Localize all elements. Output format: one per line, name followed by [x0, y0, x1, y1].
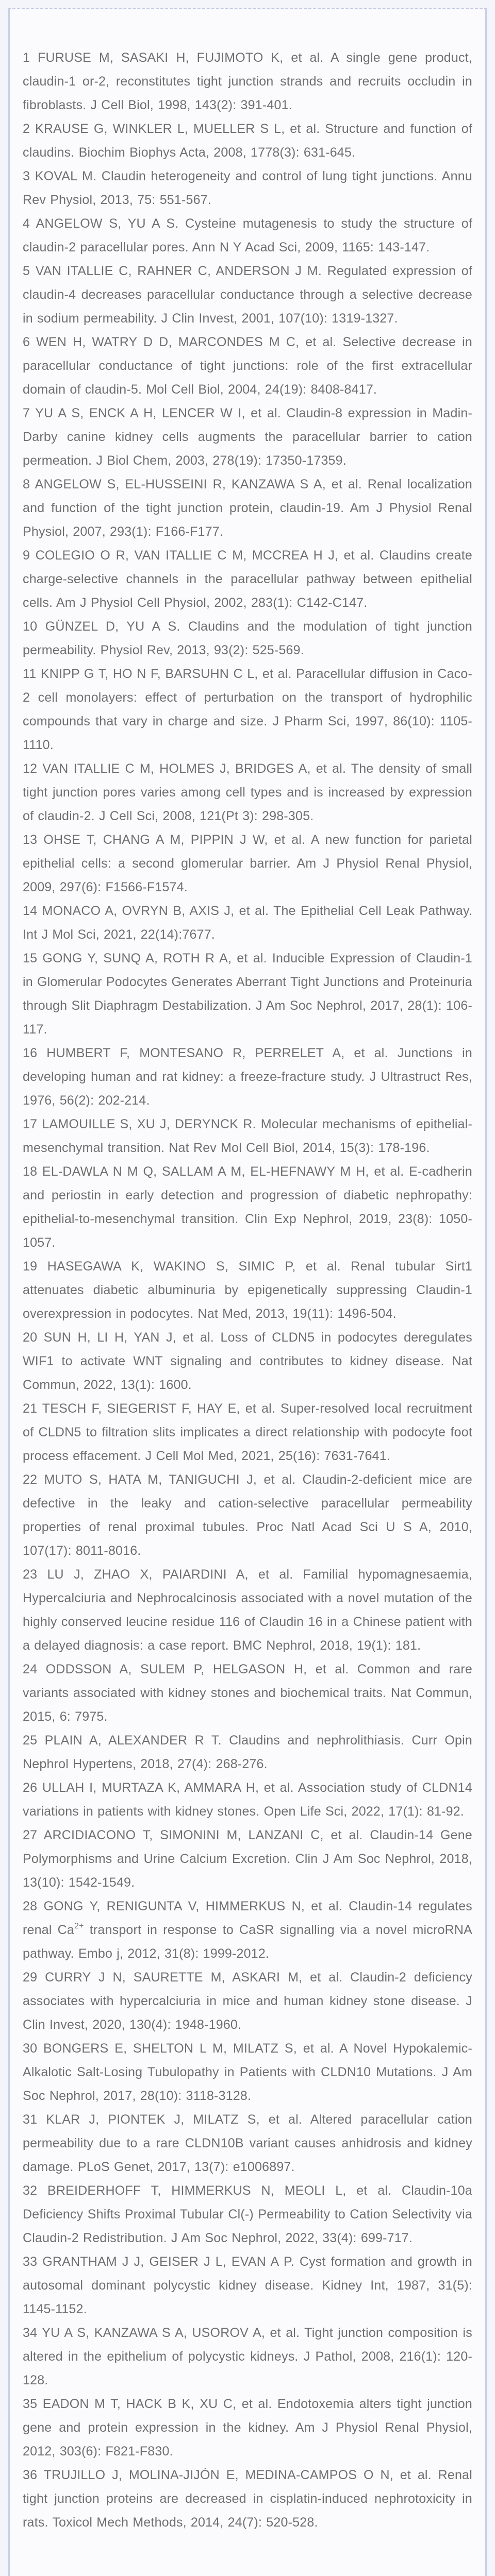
reference-item: [23, 259, 472, 330]
reference-item: [23, 164, 472, 212]
reference-text: 23 LU J, ZHAO X, PAIARDINI A, et al. Familial hypomagnesaemia, Hypercalciuria and Nephrocalcinosis associated with a novel mutation of the highly conserved leucine residue 116 of Claudin 16 in a Chinese patient with a delayed diagnosis: a case report. BMC Nephrol, 2018, 19(1): 181.: [23, 1567, 472, 1653]
reference-text: 12 VAN ITALLIE C M, HOLMES J, BRIDGES A, et al. The density of small tight junction pores varies among cell types and is increased by expression of claudin-2. J Cell Sci, 2008, 121(Pt 3): 298-305.: [23, 761, 472, 823]
reference-item: [23, 1894, 472, 1965]
reference-text: 7 YU A S, ENCK A H, LENCER W I, et al. Claudin-8 expression in Madin-Darby canine kidney cells augments the paracellular barrier to cation permeation. J Biol Chem, 2003, 278(19): 17350-17359.: [23, 406, 472, 468]
reference-item: [23, 117, 472, 164]
reference-item: [23, 662, 472, 757]
reference-text: 4 ANGELOW S, YU A S. Cysteine mutagenesis to study the structure of claudin-2 paracellular pores. Ann N Y Acad Sci, 2009, 1165: 143-147.: [23, 216, 472, 255]
reference-item: [23, 1563, 472, 1657]
reference-text: 15 GONG Y, SUNQ A, ROTH R A, et al. Inducible Expression of Claudin-1 in Glomerular Podocytes Generates Aberrant Tight Junctions and Proteinuria through Slit Diaphragm Destabilization. J Am Soc Nephrol, 2017, 28(1): 106-117.: [23, 951, 472, 1037]
reference-item: [23, 212, 472, 259]
reference-item: [23, 46, 472, 117]
reference-item: [23, 1112, 472, 1160]
reference-item: [23, 2037, 472, 2108]
reference-item: [23, 472, 472, 544]
reference-text: 6 WEN H, WATRY D D, MARCONDES M C, et al. Selective decrease in paracellular conductance of tight junctions: role of the first extracellular domain of claudin-5. Mol Cell Biol, 2004, 24(19): 8408-8417.: [23, 335, 472, 397]
reference-text: 8 ANGELOW S, EL-HUSSEINI R, KANZAWA S A, et al. Renal localization and function of the tight junction protein, claudin-19. Am J Physiol Renal Physiol, 2007, 293(1): F166-F177.: [23, 477, 472, 539]
reference-item: [23, 2321, 472, 2392]
reference-text: 25 PLAIN A, ALEXANDER R T. Claudins and nephrolithiasis. Curr Opin Nephrol Hypertens, 2018, 27(4): 268-276.: [23, 1733, 472, 1771]
reference-text: 3 KOVAL M. Claudin heterogeneity and control of lung tight junctions. Annu Rev Physiol, 2013, 75: 551-567.: [23, 169, 472, 207]
reference-item: [23, 2179, 472, 2250]
reference-text: 31 KLAR J, PIONTEK J, MILATZ S, et al. Altered paracellular cation permeability due to a rare CLDN10B variant causes anhidrosis and kidney damage. PLoS Genet, 2017, 13(7): e1006897.: [23, 2112, 472, 2174]
reference-item: [23, 1965, 472, 2037]
reference-item: [23, 1468, 472, 1563]
reference-list: [23, 46, 472, 2534]
reference-text: 28 GONG Y, RENIGUNTA V, HIMMERKUS N, et al. Claudin-14 regulates renal Ca: [23, 1899, 472, 1937]
reference-item: [23, 330, 472, 401]
reference-item: [23, 757, 472, 828]
reference-text: 34 YU A S, KANZAWA S A, USOROV A, et al. Tight junction composition is altered in the epithelium of polycystic kidneys. J Pathol, 2008, 216(1): 120-128.: [23, 2326, 472, 2387]
reference-text: 26 ULLAH I, MURTAZA K, AMMARA H, et al. Association study of CLDN14 variations in patients with kidney stones. Open Life Sci, 2022, 17(1): 81-92.: [23, 1781, 472, 1819]
reference-text: 19 HASEGAWA K, WAKINO S, SIMIC P, et al. Renal tubular Sirt1 attenuates diabetic albuminuria by epigenetically suppressing Claudin-1 overexpression in podocytes. Nat Med, 2013, 19(11): 1496-504.: [23, 1259, 472, 1321]
superscript: 2+: [74, 1921, 84, 1930]
reference-text: 14 MONACO A, OVRYN B, AXIS J, et al. The Epithelial Cell Leak Pathway. Int J Mol Sci, 2021, 22(14):7677.: [23, 904, 472, 942]
reference-text: 2 KRAUSE G, WINKLER L, MUELLER S L, et al. Structure and function of claudins. Biochim Biophys Acta, 2008, 1778(3): 631-645.: [23, 122, 472, 160]
reference-item: [23, 2392, 472, 2463]
reference-item: [23, 401, 472, 472]
reference-item: [23, 1823, 472, 1894]
reference-item: [23, 946, 472, 1041]
reference-text: 21 TESCH F, SIEGERIST F, HAY E, et al. Super-resolved local recruitment of CLDN5 to filtration slits implicates a direct relationship with podocyte foot process effacement. J Cell Mol Med, 2021, 25(16): 7631-7641.: [23, 1401, 472, 1463]
reference-item: [23, 2108, 472, 2179]
reference-item: [23, 1326, 472, 1397]
reference-text-continued: transport in response to CaSR signalling via a novel microRNA pathway. Embo j, 2012, 31(8): 1999-2012.: [23, 1923, 472, 1961]
reference-text: 17 LAMOUILLE S, XU J, DERYNCK R. Molecular mechanisms of epithelial-mesenchymal transition. Nat Rev Mol Cell Biol, 2014, 15(3): 178-196.: [23, 1117, 472, 1155]
reference-text: 27 ARCIDIACONO T, SIMONINI M, LANZANI C, et al. Claudin-14 Gene Polymorphisms and Urine Calcium Excretion. Clin J Am Soc Nephrol, 2018, 13(10): 1542-1549.: [23, 1828, 472, 1890]
reference-text: 36 TRUJILLO J, MOLINA-JIJÓN E, MEDINA-CAMPOS O N, et al. Renal tight junction proteins are decreased in cisplatin-induced nephrotoxicity in rats. Toxicol Mech Methods, 2014, 24(7): 520-528.: [23, 2468, 472, 2530]
reference-text: 1 FURUSE M, SASAKI H, FUJIMOTO K, et al. A single gene product, claudin-1 or-2, reconstitutes tight junction strands and recruits occludin in fibroblasts. J Cell Biol, 1998, 143(2): 391-401.: [23, 50, 472, 112]
reference-text: 33 GRANTHAM J J, GEISER J L, EVAN A P. Cyst formation and growth in autosomal dominant polycystic kidney disease. Kidney Int, 1987, 31(5): 1145-1152.: [23, 2255, 472, 2316]
reference-text: 24 ODDSSON A, SULEM P, HELGASON H, et al. Common and rare variants associated with kidney stones and biochemical traits. Nat Commun, 2015, 6: 7975.: [23, 1662, 472, 1724]
reference-item: [23, 1041, 472, 1112]
reference-text: 13 OHSE T, CHANG A M, PIPPIN J W, et al. A new function for parietal epithelial cells: a second glomerular barrier. Am J Physiol Renal Physiol, 2009, 297(6): F1566-F1574.: [23, 833, 472, 894]
reference-item: [23, 828, 472, 899]
reference-item: [23, 1397, 472, 1468]
reference-item: [23, 1728, 472, 1776]
reference-item: [23, 544, 472, 615]
reference-item: [23, 2250, 472, 2321]
reference-item: [23, 1255, 472, 1326]
reference-item: [23, 1776, 472, 1823]
reference-text: 32 BREIDERHOFF T, HIMMERKUS N, MEOLI L, et al. Claudin-10a Deficiency Shifts Proximal Tubular Cl(-) Permeability to Cation Selectivity via Claudin-2 Redistribution. J Am Soc Nephrol, 2022, 33(4): 699-717.: [23, 2183, 472, 2245]
reference-text: 11 KNIPP G T, HO N F, BARSUHN C L, et al. Paracellular diffusion in Caco-2 cell monolayers: effect of perturbation on the transport of hydrophilic compounds that vary in charge and size. J Pharm Sci, 1997, 86(10): 1105-1110.: [23, 667, 472, 752]
reference-item: [23, 1160, 472, 1255]
reference-text: 5 VAN ITALLIE C, RAHNER C, ANDERSON J M. Regulated expression of claudin-4 decreases paracellular conductance through a selective decrease in sodium permeability. J Clin Invest, 2001, 107(10): 1319-1327.: [23, 264, 472, 326]
reference-item: [23, 1657, 472, 1728]
reference-text: 30 BONGERS E, SHELTON L M, MILATZ S, et al. A Novel Hypokalemic-Alkalotic Salt-Losing Tubulopathy in Patients with CLDN10 Mutations. J Am Soc Nephrol, 2017, 28(10): 3118-3128.: [23, 2041, 472, 2103]
reference-text: 20 SUN H, LI H, YAN J, et al. Loss of CLDN5 in podocytes deregulates WIF1 to activate WNT signaling and contributes to kidney disease. Nat Commun, 2022, 13(1): 1600.: [23, 1330, 472, 1392]
reference-item: [23, 2463, 472, 2534]
reference-text: 35 EADON M T, HACK B K, XU C, et al. Endotoxemia alters tight junction gene and protein expression in the kidney. Am J Physiol Renal Physiol, 2012, 303(6): F821-F830.: [23, 2397, 472, 2459]
reference-item: [23, 899, 472, 946]
reference-item: [23, 615, 472, 662]
reference-text: 29 CURRY J N, SAURETTE M, ASKARI M, et al. Claudin-2 deficiency associates with hypercalciuria in mice and human kidney stone disease. J Clin Invest, 2020, 130(4): 1948-1960.: [23, 1970, 472, 2032]
reference-text: 22 MUTO S, HATA M, TANIGUCHI J, et al. Claudin-2-deficient mice are defective in the leaky and cation-selective paracellular permeability properties of renal proximal tubules. Proc Natl Acad Sci U S A, 2010, 107(17): 8011-8016.: [23, 1472, 472, 1558]
reference-text: 9 COLEGIO O R, VAN ITALLIE C M, MCCREA H J, et al. Claudins create charge-selective channels in the paracellular pathway between epithelial cells. Am J Physiol Cell Physiol, 2002, 283(1): C142-C147.: [23, 548, 472, 610]
reference-text: 18 EL-DAWLA N M Q, SALLAM A M, EL-HEFNAWY M H, et al. E-cadherin and periostin in early detection and progression of diabetic nephropathy: epithelial-to-mesenchymal transition. Clin Exp Nephrol, 2019, 23(8): 1050-1057.: [23, 1164, 472, 1250]
reference-text: 10 GÜNZEL D, YU A S. Claudins and the modulation of tight junction permeability. Physiol Rev, 2013, 93(2): 525-569.: [23, 619, 472, 657]
reference-text: 16 HUMBERT F, MONTESANO R, PERRELET A, et al. Junctions in developing human and rat kidney: a freeze-fracture study. J Ultrastruct Res, 1976, 56(2): 202-214.: [23, 1046, 472, 1108]
